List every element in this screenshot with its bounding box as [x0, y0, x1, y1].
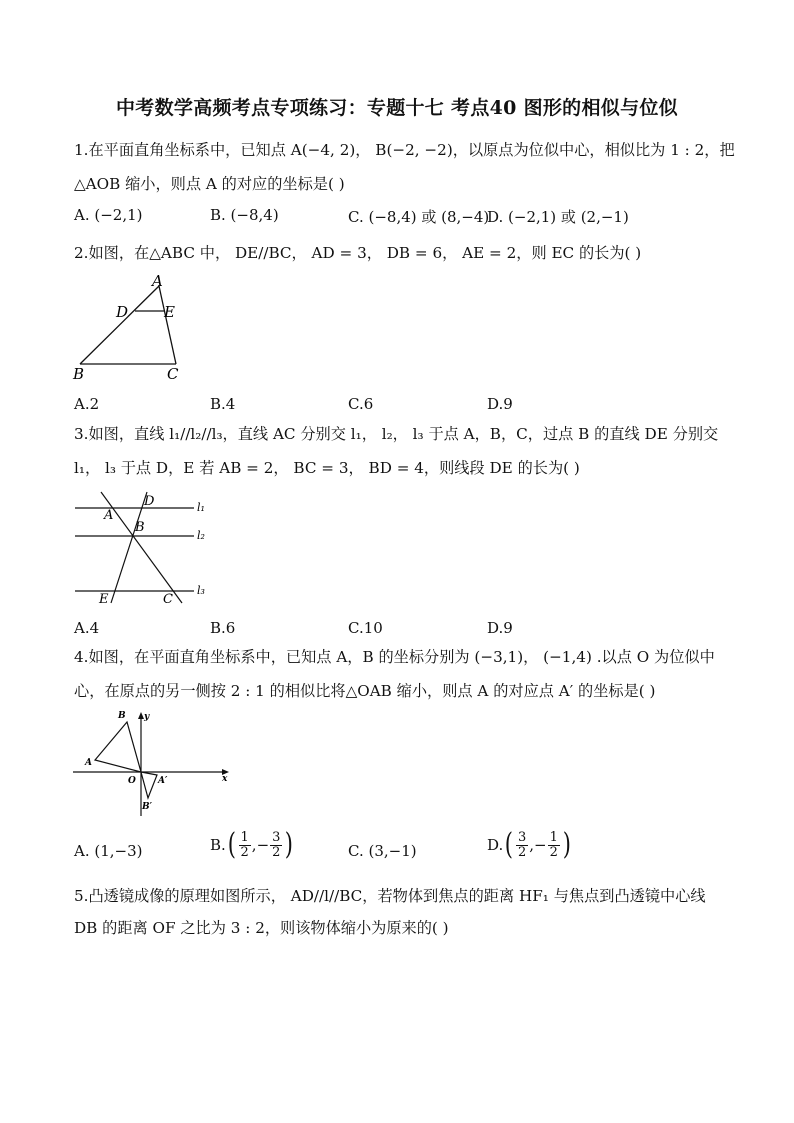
q3-label-a: A — [104, 508, 114, 523]
q4-label-b-prime: B′ — [142, 802, 152, 812]
q3-text-line1: 3.如图，直线 l₁//l₂//l₃，直线 AC 分别交 l₁， l₂， l₃ 于点 A，B，C，过点 B 的直线 DE 分别交 — [74, 425, 719, 443]
q3-label-d: D — [144, 494, 155, 509]
q1-option-a[interactable]: A. (−2,1) — [74, 206, 143, 224]
q2-option-b[interactable]: B.4 — [210, 395, 236, 413]
q3-parallel-lines-figure — [70, 490, 220, 608]
q1-option-c[interactable]: C. (−8,4) 或 (8,−4) — [348, 208, 490, 226]
q4-option-b-separator: ,− — [251, 836, 270, 854]
q2-label-d: D — [116, 303, 129, 321]
q2-side-ac — [159, 286, 176, 364]
q3-text-line2: l₁， l₃ 于点 D，E 若 AB = 2， BC = 3， BD = 4，则线段 DE 的长为( ) — [74, 459, 580, 477]
q3-option-c[interactable]: C.10 — [348, 619, 383, 637]
q3-label-c: C — [163, 592, 173, 607]
q2-label-b: B — [73, 365, 85, 383]
q4-option-b-left-paren: ( — [227, 827, 236, 862]
q4-option-d[interactable] — [487, 827, 573, 862]
q4-option-a[interactable]: A. (1,−3) — [74, 842, 143, 860]
q1-option-b[interactable]: B. (−8,4) — [210, 206, 279, 224]
q3-label-l2: l₂ — [197, 529, 205, 542]
q4-option-b[interactable] — [210, 827, 295, 862]
q4-label-a: A — [85, 758, 92, 768]
q4-option-b-fraction-2 — [270, 831, 282, 860]
page-title: 中考数学高频考点专项练习：专题十七 考点40 图形的相似与位似 — [116, 97, 678, 119]
q4-option-d-fraction-2 — [548, 831, 560, 860]
q4-text-line1: 4.如图，在平面直角坐标系中，已知点 A，B 的坐标分别为 (−3,1)， (−1,4) .以点 O 为位似中 — [74, 648, 715, 666]
q4-option-b-numerator-1: 1 — [240, 829, 249, 845]
q3-label-e: E — [99, 592, 109, 607]
q4-option-b-fraction-1 — [239, 831, 251, 860]
q2-label-a: A — [152, 272, 163, 290]
q1-text-line1: 1.在平面直角坐标系中，已知点 A(−4, 2)， B(−2, −2)，以原点为位似中心，相似比为 1 : 2，把 — [74, 141, 735, 159]
q2-option-a[interactable]: A.2 — [74, 395, 100, 413]
q2-triangle-figure — [70, 270, 190, 385]
q4-option-d-left-paren: ( — [505, 827, 514, 862]
q2-label-c: C — [167, 365, 179, 383]
q3-option-b[interactable]: B.6 — [210, 619, 236, 637]
q4-option-b-numerator-2: 3 — [272, 829, 281, 845]
q1-text-line2: △AOB 缩小，则点 A 的对应的坐标是( ) — [74, 175, 345, 193]
q4-option-b-denominator-2: 2 — [272, 844, 281, 860]
q3-option-a[interactable]: A.4 — [74, 619, 100, 637]
q4-option-d-expression — [487, 827, 573, 862]
q4-label-x: x — [222, 774, 228, 784]
q3-option-d[interactable]: D.9 — [487, 619, 513, 637]
q4-option-d-right-paren: ) — [562, 827, 571, 862]
q2-text-line1: 2.如图，在△ABC 中， DE//BC， AD = 3， DB = 6， AE = 2，则 EC 的长为( ) — [74, 244, 642, 262]
q3-label-b: B — [135, 520, 145, 535]
q4-triangle-oab-image — [141, 772, 157, 798]
q4-option-d-separator: ,− — [529, 836, 547, 854]
q4-label-a-prime: A′ — [158, 776, 168, 786]
q4-option-b-prefix: B. — [210, 836, 226, 854]
q4-label-y: y — [144, 712, 150, 722]
q4-option-b-expression — [210, 827, 295, 862]
q2-side-ab — [80, 286, 159, 364]
q4-option-d-numerator-1: 3 — [517, 829, 527, 845]
q1-option-d[interactable]: D. (−2,1) 或 (2,−1) — [487, 208, 629, 226]
q3-label-l1: l₁ — [197, 501, 205, 514]
q4-triangle-oab — [95, 722, 141, 772]
q3-label-l3: l₃ — [197, 584, 205, 597]
q4-option-b-denominator-1: 2 — [240, 844, 249, 860]
q2-option-c[interactable]: C.6 — [348, 395, 374, 413]
q4-option-d-numerator-2: 1 — [549, 829, 558, 845]
q4-text-line2: 心，在原点的另一侧按 2 : 1 的相似比将△OAB 缩小，则点 A 的对应点 A′ 的坐标是( ) — [74, 682, 656, 700]
q4-coordinate-figure — [70, 708, 235, 820]
q4-option-d-denominator-1: 2 — [517, 844, 527, 860]
q4-option-d-denominator-2: 2 — [549, 844, 558, 860]
q4-option-d-fraction-1 — [516, 831, 528, 860]
q5-text-line2: DB 的距离 OF 之比为 3 : 2，则该物体缩小为原来的( ) — [74, 919, 449, 937]
q4-label-b: B — [118, 711, 126, 721]
q2-option-d[interactable]: D.9 — [487, 395, 513, 413]
q4-option-b-right-paren: ) — [285, 827, 294, 862]
q4-label-o: O — [128, 776, 136, 786]
q4-option-c[interactable]: C. (3,−1) — [348, 842, 417, 860]
q4-option-d-prefix: D. — [487, 836, 504, 854]
q5-text-line1: 5.凸透镜成像的原理如图所示， AD//l//BC，若物体到焦点的距离 HF₁ 与焦点到凸透镜中心线 — [74, 887, 706, 905]
q2-label-e: E — [164, 303, 175, 321]
